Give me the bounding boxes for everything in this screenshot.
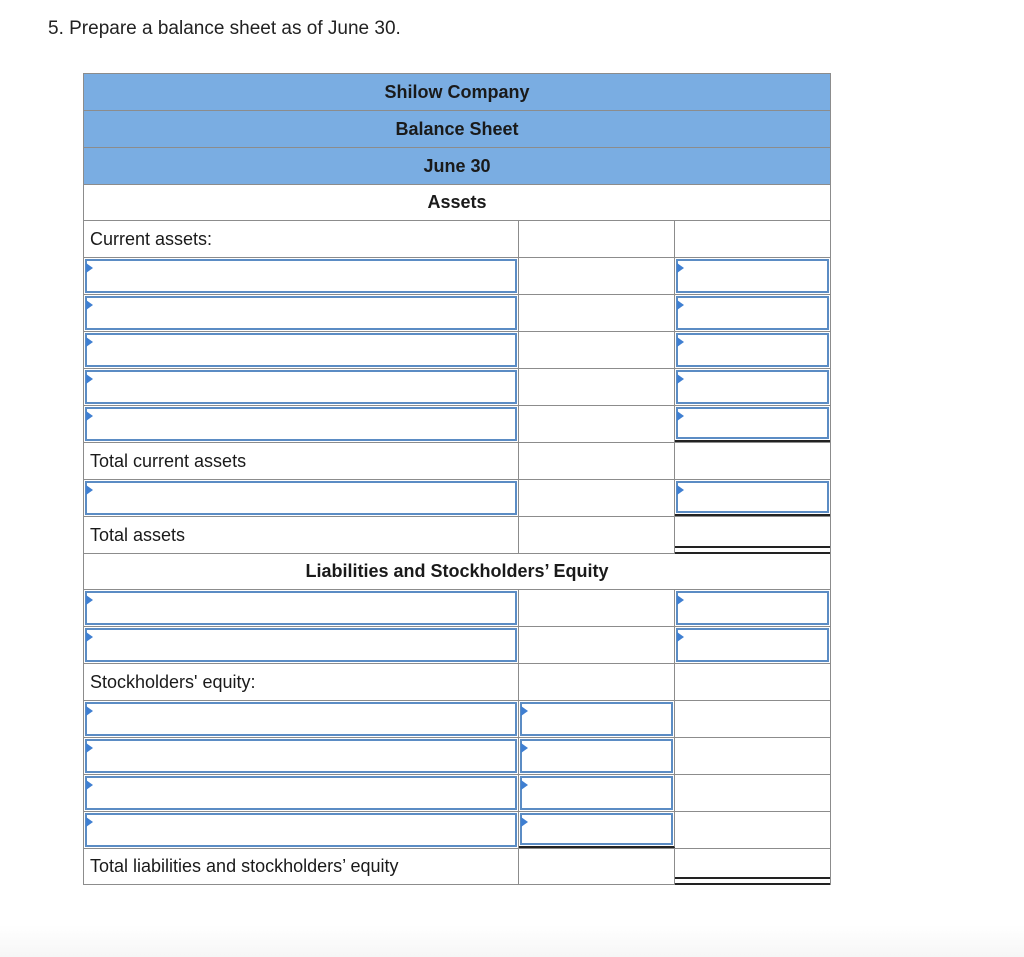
statement-title-header: Balance Sheet <box>83 110 831 147</box>
account-cell <box>84 480 519 516</box>
total-cell <box>675 221 830 257</box>
equity-account-dropdown-2[interactable] <box>85 739 517 773</box>
table-row <box>83 626 831 663</box>
current-asset-amount-input-4[interactable] <box>676 370 829 404</box>
current-asset-account-dropdown-1[interactable] <box>85 259 517 293</box>
total-liabilities-equity-cell <box>675 849 830 884</box>
amount-cell <box>519 775 675 811</box>
account-cell <box>84 627 519 663</box>
account-cell <box>84 738 519 774</box>
balance-sheet-table <box>83 73 831 885</box>
current-asset-account-dropdown-3[interactable] <box>85 333 517 367</box>
table-row <box>83 294 831 331</box>
statement-date-header: June 30 <box>83 147 831 184</box>
assets-heading: Assets <box>83 184 831 220</box>
current-asset-account-dropdown-5[interactable] <box>85 407 517 441</box>
total-assets-cell <box>675 517 830 553</box>
account-cell <box>84 258 519 294</box>
current-asset-account-dropdown-2[interactable] <box>85 296 517 330</box>
total-cell <box>675 738 830 774</box>
total-cell <box>675 812 830 848</box>
amount-cell <box>519 812 675 848</box>
total-cell <box>675 775 830 811</box>
amount-cell <box>519 701 675 737</box>
table-row <box>83 737 831 774</box>
equity-account-dropdown-3[interactable] <box>85 776 517 810</box>
table-row <box>83 220 831 257</box>
amount-cell <box>519 406 675 442</box>
liability-amount-input-1[interactable] <box>676 591 829 625</box>
table-row <box>83 479 831 516</box>
total-cell <box>675 258 830 294</box>
account-cell <box>84 332 519 368</box>
amount-cell <box>519 590 675 626</box>
stockholders-equity-label: Stockholders' equity: <box>84 664 519 700</box>
question-text: 5. Prepare a balance sheet as of June 30. <box>48 18 401 39</box>
amount-cell <box>519 664 675 700</box>
liabilities-equity-heading: Liabilities and Stockholders’ Equity <box>83 553 831 589</box>
amount-cell <box>519 369 675 405</box>
amount-cell <box>519 738 675 774</box>
equity-amount-input-3[interactable] <box>520 776 673 810</box>
table-row <box>83 774 831 811</box>
account-cell <box>84 369 519 405</box>
total-liabilities-equity-label: Total liabilities and stockholders’ equity <box>84 849 519 884</box>
amount-cell <box>519 221 675 257</box>
amount-cell <box>519 295 675 331</box>
table-row <box>83 589 831 626</box>
account-cell <box>84 590 519 626</box>
current-assets-label: Current assets: <box>84 221 519 257</box>
table-row <box>83 257 831 294</box>
total-cell <box>675 701 830 737</box>
liability-account-dropdown-2[interactable] <box>85 628 517 662</box>
amount-cell <box>519 332 675 368</box>
account-cell <box>84 295 519 331</box>
amount-cell <box>519 627 675 663</box>
table-row <box>83 516 831 553</box>
table-row <box>83 442 831 479</box>
current-asset-account-dropdown-4[interactable] <box>85 370 517 404</box>
asset-amount-input-6[interactable] <box>676 481 829 513</box>
amount-cell <box>519 517 675 553</box>
total-cell <box>675 406 830 442</box>
account-cell <box>84 406 519 442</box>
page-bottom-fade <box>0 925 1024 957</box>
account-cell <box>84 812 519 848</box>
amount-cell <box>519 443 675 479</box>
table-row <box>83 368 831 405</box>
table-row <box>83 663 831 700</box>
amount-cell <box>519 849 675 884</box>
total-cell <box>675 369 830 405</box>
total-cell <box>675 590 830 626</box>
total-current-assets-label: Total current assets <box>84 443 519 479</box>
company-name-header: Shilow Company <box>83 73 831 110</box>
total-cell <box>675 627 830 663</box>
equity-amount-input-4[interactable] <box>520 813 673 845</box>
current-asset-amount-input-1[interactable] <box>676 259 829 293</box>
total-assets-label: Total assets <box>84 517 519 553</box>
total-cell <box>675 480 830 516</box>
table-row <box>83 700 831 737</box>
liability-amount-input-2[interactable] <box>676 628 829 662</box>
table-row <box>83 848 831 885</box>
equity-account-dropdown-1[interactable] <box>85 702 517 736</box>
total-cell <box>675 443 830 479</box>
liability-account-dropdown-1[interactable] <box>85 591 517 625</box>
current-asset-amount-input-3[interactable] <box>676 333 829 367</box>
account-cell <box>84 701 519 737</box>
total-cell <box>675 332 830 368</box>
amount-cell <box>519 480 675 516</box>
current-asset-amount-input-5[interactable] <box>676 407 829 439</box>
equity-amount-input-1[interactable] <box>520 702 673 736</box>
asset-account-dropdown-6[interactable] <box>85 481 517 515</box>
equity-amount-input-2[interactable] <box>520 739 673 773</box>
total-cell <box>675 295 830 331</box>
table-row <box>83 331 831 368</box>
table-row <box>83 405 831 442</box>
account-cell <box>84 775 519 811</box>
current-asset-amount-input-2[interactable] <box>676 296 829 330</box>
equity-account-dropdown-4[interactable] <box>85 813 517 847</box>
total-cell <box>675 664 830 700</box>
amount-cell <box>519 258 675 294</box>
table-row <box>83 811 831 848</box>
